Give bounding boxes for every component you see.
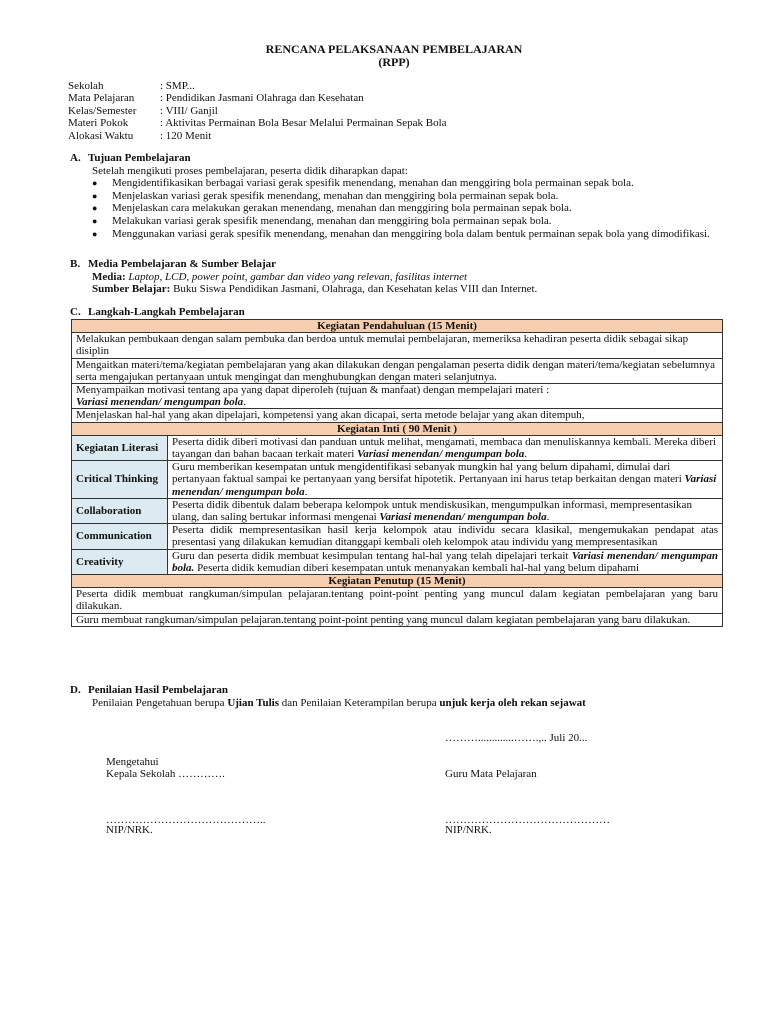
section-title: Tujuan Pembelajaran (88, 152, 191, 164)
assessment-line (68, 697, 728, 710)
motivasi-text: Menyampaikan motivasi tentang apa yang dapat diperoleh (tujuan & manfaat) dengan mempelajari materi : (76, 384, 550, 397)
bullet-icon: ● (92, 228, 98, 239)
inti-italic: Variasi menendan/ mengumpan bola. (172, 549, 719, 574)
identity-key: Mata Pelajaran (68, 92, 135, 105)
section-title: Langkah-Langkah Pembelajaran (88, 306, 245, 318)
inti-italic: Variasi menendan/ mengumpan bola (172, 473, 717, 498)
bullet-icon: ● (92, 178, 98, 189)
section-letter: C. (70, 306, 81, 318)
inti-header: Kegiatan Inti ( 90 Menit ) (72, 422, 723, 435)
identity-row (68, 92, 447, 104)
signature-right-nip: NIP/NRK. (445, 824, 492, 836)
inti-italic: Variasi menendan/ mengumpan bola (357, 448, 525, 461)
media-label: Media: (92, 270, 126, 283)
signature-right-line2: Guru Mata Pelajaran (445, 768, 537, 780)
table-row (72, 384, 723, 409)
table-row (72, 613, 723, 626)
inti-text-cell (168, 524, 723, 549)
section-letter: A. (70, 152, 81, 164)
section-letter: D. (70, 684, 81, 696)
identity-row (68, 105, 447, 117)
table-row (72, 549, 723, 574)
table-row (72, 588, 723, 613)
table-row (72, 422, 723, 435)
inti-text: Peserta didik dibentuk dalam beberapa kelompok untuk mendiskusikan, mengumpulkan informasi, mempresentasikan ulang, dan saling bertukar informasi mengenai (172, 498, 692, 524)
table-cell: Mengaitkan materi/tema/kegiatan pembelajaran yang akan dilakukan dengan pengalaman peserta didik dengan materi/tema/kegiatan sebelumnya serta mengajukan pertanyaan untuk mengingat dan menghubungkan dengan materi selanjutnya. (72, 358, 723, 383)
assessment-bold: unjuk kerja oleh rekan sejawat (439, 696, 586, 709)
identity-value: : SMP... (160, 80, 195, 92)
table-row (72, 461, 723, 499)
pendahuluan-header: Kegiatan Pendahuluan (15 Menit) (72, 320, 723, 333)
inti-text: Guru dan peserta didik membuat kesimpulan tentang hal-hal yang telah dipelajari terkait (172, 549, 572, 562)
table-row (72, 498, 723, 523)
signature-left-dots: …………………………………….. (106, 814, 266, 826)
identity-key: Kelas/Semester (68, 104, 137, 117)
source-label: Sumber Belajar: (92, 283, 171, 296)
media-line (68, 271, 728, 284)
inti-text: Peserta didik mempresentasikan hasil kerja kelompok atau individu secara klasikal, mengemukakan pendapat atas presentasi yang dilakukan kemudian ditanggapi kembali oleh kelompok atau individu yang mempresentasikan (172, 524, 718, 549)
identity-value: : VIII/ Ganjil (160, 104, 218, 117)
identity-row (68, 117, 447, 129)
list-item-text: Menjelaskan variasi gerak spesifik menendang, menahan dan menggiring bola permainan sepak bola. (112, 189, 559, 202)
list-item (92, 214, 728, 228)
inti-text-cell (168, 498, 723, 523)
bullet-icon: ● (92, 190, 98, 201)
section-c (68, 306, 728, 319)
table-row (72, 575, 723, 588)
bullet-icon: ● (92, 215, 98, 226)
penutup-header: Kegiatan Penutup (15 Menit) (72, 575, 723, 588)
signature-left-nip: NIP/NRK. (106, 824, 153, 836)
list-item-text: Mengidentifikasikan berbagai variasi gerak spesifik menendang, menahan dan menggiring bola permainan sepak bola. (112, 177, 634, 190)
section-title: Penilaian Hasil Pembelajaran (88, 684, 228, 696)
table-row (72, 409, 723, 422)
list-item (92, 189, 728, 203)
inti-end: . (524, 448, 528, 461)
inti-text-cell (168, 461, 723, 499)
source-line (68, 283, 728, 296)
motivasi-italic: Variasi menendan/ mengumpan bola (76, 396, 244, 409)
table-row (72, 435, 723, 460)
learning-steps-table (71, 319, 723, 627)
identity-row (68, 130, 447, 142)
identity-value: : Aktivitas Permainan Bola Besar Melalui Permainan Sepak Bola (160, 117, 447, 130)
inti-text: Peserta didik diberi motivasi dan panduan untuk melihat, mengamati, membaca dan menuliskannya kembali. Mereka diberi tayangan dan bahan bacaan terkait materi (172, 435, 717, 461)
section-a (68, 152, 728, 240)
signature-date: ……….............…….,.. Juli 20... (445, 732, 588, 744)
inti-label: Critical Thinking (72, 461, 168, 499)
inti-text-cell (168, 435, 723, 460)
identity-value: : 120 Menit (160, 129, 212, 142)
inti-end: . (304, 485, 308, 498)
signature-left-line1: Mengetahui (106, 756, 159, 768)
table-row (72, 358, 723, 383)
identity-key: Sekolah (68, 80, 104, 92)
inti-label: Communication (72, 524, 168, 549)
table-cell: Melakukan pembukaan dengan salam pembuka dan berdoa untuk memulai pembelajaran, memeriksa kehadiran peserta didik sebagai sikap disiplin (72, 333, 723, 358)
section-a-intro: Setelah mengikuti proses pembelajaran, peserta didik diharapkan dapat: (92, 164, 408, 177)
section-d (68, 684, 728, 709)
inti-italic: Variasi menendan/ mengumpan bola (379, 511, 547, 524)
inti-label: Collaboration (72, 498, 168, 523)
list-item-text: Menggunakan variasi gerak spesifik menendang, menahan dan menggiring bola dalam bentuk permainan sepak bola yang dimodifikasi. (112, 227, 710, 240)
assessment-text: Penilaian Pengetahuan berupa (92, 696, 228, 709)
motivasi-end: . (243, 396, 246, 409)
identity-table (68, 80, 447, 142)
list-item-text: Menjelaskan cara melakukan gerakan menendang, menahan dan menggiring bola permainan sepak bola. (112, 202, 572, 215)
inti-label: Creativity (72, 549, 168, 574)
inti-end: Peserta didik kemudian diberi kesempatan untuk menanyakan kembali hal-hal yang belum dipahami (194, 561, 640, 574)
motivasi-cell (72, 384, 723, 409)
source-value: Buku Siswa Pendidikan Jasmani, Olahraga, dan Kesehatan kelas VIII dan Internet. (173, 283, 538, 296)
table-row (72, 320, 723, 333)
list-item (92, 227, 728, 241)
section-b-heading (68, 258, 728, 271)
title-line-2: (RPP) (378, 55, 410, 69)
title-line-1: RENCANA PELAKSANAAN PEMBELAJARAN (265, 42, 523, 56)
identity-value: : Pendidikan Jasmani Olahraga dan Kesehatan (160, 92, 364, 105)
signature-left-line2: Kepala Sekolah …………. (106, 768, 225, 780)
identity-row (68, 80, 447, 92)
table-row (72, 524, 723, 549)
list-item (92, 177, 728, 190)
section-letter: B. (70, 258, 81, 270)
inti-end: . (546, 511, 550, 524)
section-b (68, 258, 728, 296)
table-cell: Menjelaskan hal-hal yang akan dipelajari, kompetensi yang akan dicapai, serta metode belajar yang akan ditempuh, (72, 409, 723, 422)
assessment-bold: Ujian Tulis (227, 696, 279, 709)
list-item (92, 202, 728, 215)
bullet-icon: ● (92, 203, 98, 214)
inti-label: Kegiatan Literasi (72, 435, 168, 460)
document-title (0, 43, 768, 69)
section-a-heading (68, 152, 728, 165)
section-title: Media Pembelajaran & Sumber Belajar (88, 258, 276, 270)
section-d-heading (68, 684, 728, 697)
table-row (72, 333, 723, 358)
section-c-heading (68, 306, 728, 319)
objective-list (68, 177, 728, 240)
list-item-text: Melakukan variasi gerak spesifik menendang, menahan dan menggiring bola permainan sepak bola. (112, 214, 552, 227)
inti-text: Guru memberikan kesempatan untuk mengidentifikasi sebanyak mungkin hal yang belum dipahami, dimulai dari pertanyaan faktual sampai ke pertanyaan yang bersifat hipotetik. Pertanyaan ini harus tetap berkaitan dengan materi (172, 461, 685, 486)
inti-text-cell (168, 549, 723, 574)
signature-right-dots: ……………………………………… (445, 814, 610, 826)
identity-key: Materi Pokok (68, 117, 129, 130)
table-cell: Peserta didik membuat rangkuman/simpulan pelajaran.tentang point-point penting yang muncul dalam kegiatan pembelajaran yang baru dilakukan. (72, 588, 723, 613)
assessment-text: dan Penilaian Keterampilan berupa (279, 696, 440, 709)
table-cell: Guru membuat rangkuman/simpulan pelajaran.tentang point-point penting yang muncul dalam kegiatan pembelajaran yang baru dilakukan. (72, 613, 723, 626)
identity-key: Alokasi Waktu (68, 129, 134, 142)
media-value: Laptop, LCD, power point, gambar dan video yang relevan, fasilitas internet (128, 270, 468, 283)
